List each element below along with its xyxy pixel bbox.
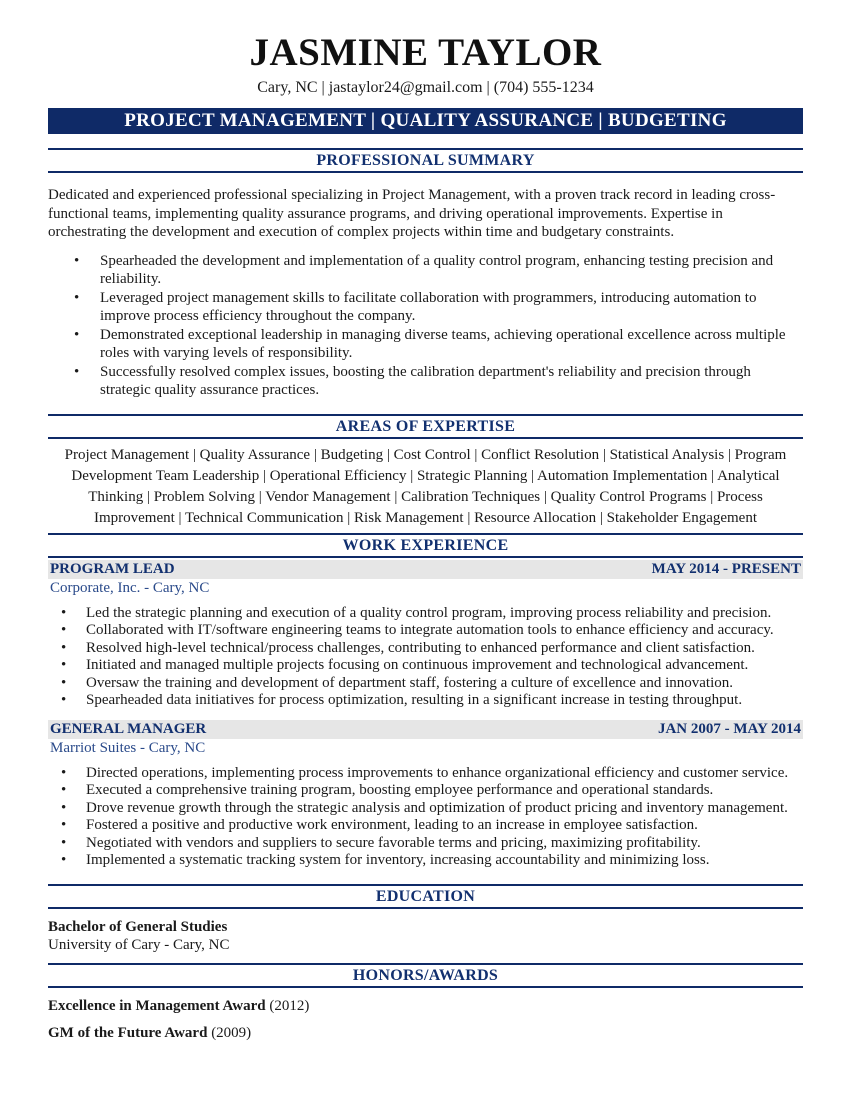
- degree-title: Bachelor of General Studies: [48, 918, 228, 935]
- job-bullet: • Collaborated with IT/software engineering teams to integrate automation tools to enhance efficiency and accuracy.: [48, 622, 803, 640]
- job-bullets: [48, 605, 803, 710]
- summary-bullet: • Successfully resolved complex issues, boosting the calibration department's reliability and precision through strategic quality assurance practices.: [48, 363, 803, 399]
- job-bullet: • Fostered a positive and productive work environment, leading to an increase in employee satisfaction.: [48, 817, 803, 835]
- job-bullet: • Negotiated with vendors and suppliers to secure favorable terms and pricing, maximizing profitability.: [48, 835, 803, 853]
- resume-page: [48, 32, 803, 1042]
- job-company: Corporate, Inc. - Cary, NC: [50, 579, 210, 596]
- job-bullet: • Resolved high-level technical/process challenges, contributing to enhanced performance and client satisfaction.: [48, 640, 803, 658]
- section-heading-awards: HONORS/AWARDS: [48, 963, 803, 988]
- skills-banner: PROJECT MANAGEMENT | QUALITY ASSURANCE | BUDGETING: [48, 108, 803, 134]
- job-bullet: • Directed operations, implementing process improvements to enhance organizational efficiency and customer service.: [48, 765, 803, 783]
- job-title: PROGRAM LEAD: [50, 560, 175, 577]
- job-bullet: • Led the strategic planning and execution of a quality control program, improving process reliability and precision.: [48, 605, 803, 623]
- job-dates: JAN 2007 - MAY 2014: [657, 720, 801, 737]
- job-header: [48, 720, 803, 739]
- candidate-name: JASMINE TAYLOR: [249, 31, 602, 74]
- summary-paragraph: Dedicated and experienced professional specializing in Project Management, with a proven track record in leading cross-functional teams, implementing quality assurance programs, and driving operational improvements. Expertise in orchestrating the development and execution of complex projects within time and budgetary constraints.: [48, 187, 776, 240]
- summary-bullet: • Leveraged project management skills to facilitate collaboration with programmers, introducing automation to improve process efficiency throughout the company.: [48, 289, 803, 325]
- job-bullet: • Initiated and managed multiple projects focusing on continuous improvement and technological advancement.: [48, 657, 803, 675]
- school-name: University of Cary - Cary, NC: [48, 936, 230, 953]
- award-item: [48, 997, 803, 1015]
- award-name: Excellence in Management Award: [48, 997, 266, 1014]
- job-bullet: • Drove revenue growth through the strategic analysis and optimization of product pricing and inventory management.: [48, 800, 803, 818]
- award-item: [48, 1024, 803, 1042]
- award-name: GM of the Future Award: [48, 1024, 208, 1041]
- award-year: (2009): [211, 1024, 252, 1041]
- job-bullets: [48, 765, 803, 870]
- job-header: [48, 560, 803, 579]
- job-bullet: • Spearheaded data initiatives for process optimization, resulting in a significant increase in testing throughput.: [48, 692, 803, 710]
- job-bullet: • Implemented a systematic tracking system for inventory, increasing accountability and minimizing loss.: [48, 852, 803, 870]
- section-heading-summary: PROFESSIONAL SUMMARY: [48, 148, 803, 173]
- expertise-list: Project Management | Quality Assurance | Budgeting | Cost Control | Conflict Resolution | Statistical Analysis | Program Development Team Leadership | Operational Efficiency | Strategic Planning | Automation Implementation | Analytical Thinking | Problem Solving | Vendor Management | Calibration Techniques | Quality Control Programs | Process Improvement | Technical Communication | Risk Management | Resource Allocation | Stakeholder Engagement: [64, 446, 787, 526]
- job-bullet: • Executed a comprehensive training program, boosting employee performance and operational standards.: [48, 782, 803, 800]
- summary-bullets: [48, 252, 803, 399]
- summary-bullet: • Spearheaded the development and implementation of a quality control program, enhancing testing precision and reliability.: [48, 252, 803, 288]
- job-title: GENERAL MANAGER: [50, 720, 207, 737]
- section-heading-expertise: AREAS OF EXPERTISE: [48, 414, 803, 439]
- section-heading-education: EDUCATION: [48, 884, 803, 909]
- section-heading-experience: WORK EXPERIENCE: [48, 533, 803, 558]
- job-dates: MAY 2014 - PRESENT: [651, 560, 801, 577]
- summary-bullet: • Demonstrated exceptional leadership in managing diverse teams, achieving operational excellence across multiple roles with varying levels of responsibility.: [48, 326, 803, 362]
- award-year: (2012): [269, 997, 310, 1014]
- job-company: Marriot Suites - Cary, NC: [50, 739, 206, 756]
- contact-line: Cary, NC | jastaylor24@gmail.com | (704) 555-1234: [257, 79, 594, 96]
- job-bullet: • Oversaw the training and development of department staff, fostering a culture of excellence and innovation.: [48, 675, 803, 693]
